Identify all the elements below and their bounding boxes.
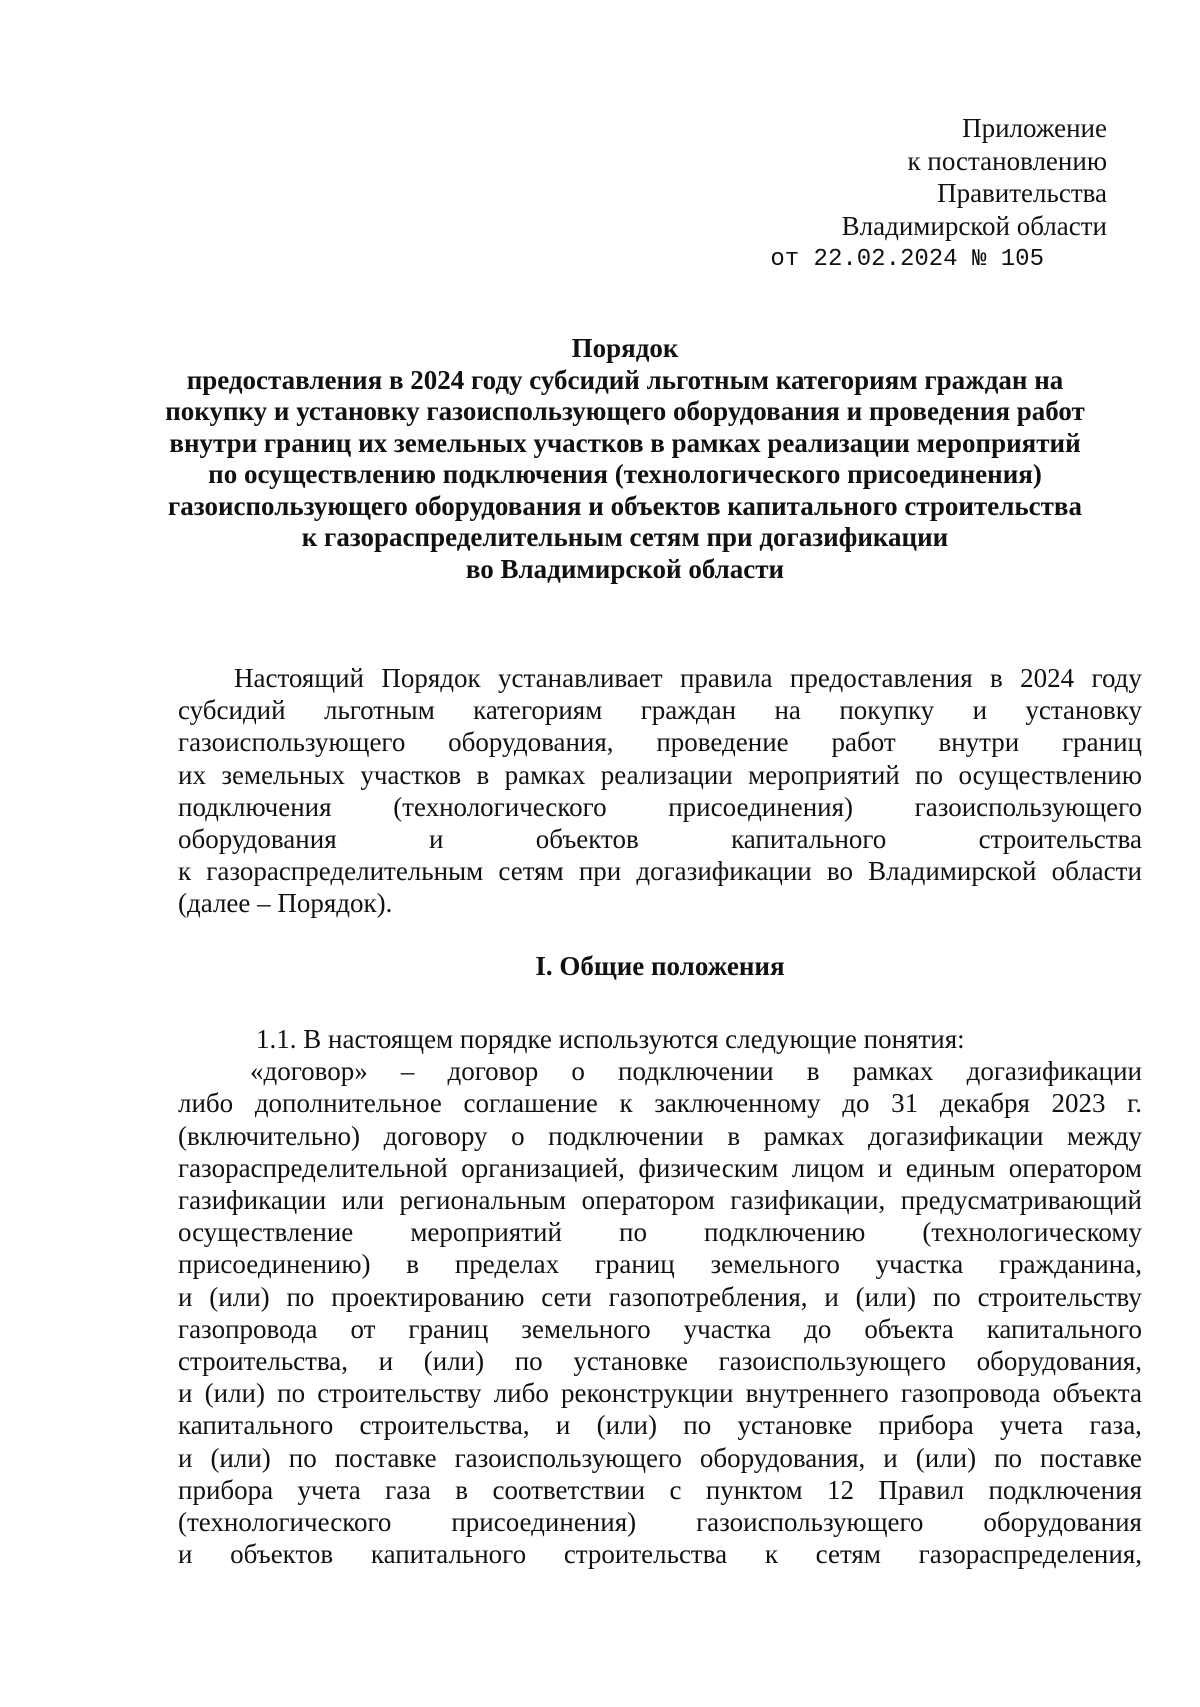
word: учета bbox=[999, 1410, 1064, 1441]
word: договор bbox=[447, 1056, 539, 1087]
word: в bbox=[476, 759, 490, 790]
appendix-line: Приложение bbox=[962, 113, 1107, 143]
word: к bbox=[619, 1088, 633, 1119]
word: либо bbox=[178, 1088, 234, 1119]
word: газа, bbox=[1089, 1410, 1142, 1441]
word: строительству bbox=[977, 1281, 1142, 1312]
body-line bbox=[178, 1506, 1142, 1538]
word: о bbox=[511, 1120, 525, 1151]
intro-line bbox=[178, 855, 1142, 887]
word: декабря bbox=[939, 1088, 1030, 1119]
word: осуществлению bbox=[958, 759, 1142, 790]
word: единым bbox=[905, 1152, 996, 1183]
word: области bbox=[1051, 856, 1142, 887]
word: газоиспользующего bbox=[454, 1442, 682, 1473]
word: газораспределительной bbox=[178, 1152, 448, 1183]
title-line: предоставления в 2024 году субсидий льготным категориям граждан на bbox=[186, 364, 1064, 395]
word: на bbox=[774, 695, 801, 726]
word: установке bbox=[573, 1346, 689, 1377]
word: строительству bbox=[317, 1378, 482, 1409]
title-line: газоиспользующего оборудования и объектов капитального строительства bbox=[168, 490, 1082, 521]
appendix-line: Владимирской области bbox=[841, 210, 1107, 241]
word: догазификации bbox=[868, 1120, 1044, 1151]
body-line bbox=[178, 1281, 1142, 1313]
word: капитального bbox=[731, 824, 887, 855]
word: региональным bbox=[399, 1185, 567, 1216]
body-line bbox=[250, 1055, 1142, 1087]
word: капитального bbox=[986, 1313, 1142, 1344]
word: и bbox=[178, 1378, 193, 1409]
word: Настоящий bbox=[234, 663, 365, 693]
body-line: 1.1. В настоящем порядке используются следующие понятия: bbox=[256, 1024, 965, 1054]
word: объектов bbox=[230, 1539, 334, 1570]
word: предусматривающий bbox=[900, 1185, 1142, 1216]
word: 2023 bbox=[1051, 1088, 1106, 1119]
word: земельного bbox=[710, 1249, 840, 1280]
word: оборудования, bbox=[699, 1442, 866, 1473]
word: 2024 bbox=[1020, 663, 1075, 693]
word: предоставления bbox=[789, 663, 973, 693]
word: (или) bbox=[855, 1281, 917, 1312]
word: соглашение bbox=[463, 1088, 598, 1119]
appendix-line: к постановлению bbox=[907, 145, 1107, 176]
word: (включительно) bbox=[178, 1120, 361, 1151]
word: и bbox=[428, 824, 444, 855]
word: капитального bbox=[178, 1410, 334, 1441]
word: реконструкции bbox=[561, 1378, 734, 1409]
word: (или) bbox=[423, 1346, 485, 1377]
word: догазификации bbox=[636, 856, 812, 887]
body-line bbox=[178, 1184, 1142, 1216]
body-line bbox=[178, 1474, 1142, 1506]
word: газоиспользующего bbox=[696, 1507, 924, 1538]
word: работ bbox=[831, 727, 896, 758]
word: поставке bbox=[1040, 1442, 1142, 1473]
word: пунктом bbox=[705, 1474, 803, 1505]
word: оборудования bbox=[178, 824, 337, 855]
word: оборудования, bbox=[976, 1346, 1142, 1377]
word: подключения bbox=[988, 1474, 1142, 1505]
word: (или) bbox=[596, 1410, 657, 1441]
word: строительства bbox=[563, 1539, 728, 1570]
word: году bbox=[1091, 663, 1142, 693]
intro-line bbox=[178, 791, 1142, 823]
section-heading: I. Общие положения bbox=[535, 951, 785, 981]
title-line: к газораспределительным сетям при догазификации bbox=[301, 522, 949, 552]
word: по bbox=[932, 1281, 961, 1312]
word: физическим bbox=[638, 1152, 779, 1183]
word: подключению bbox=[704, 1217, 866, 1248]
word: мероприятий bbox=[748, 759, 900, 790]
word: покупку bbox=[839, 695, 935, 726]
word: оператором bbox=[1008, 1152, 1142, 1183]
word: и bbox=[178, 1281, 193, 1312]
word: строительства bbox=[978, 824, 1142, 855]
intro-line bbox=[178, 726, 1142, 758]
word: газификации, bbox=[730, 1185, 886, 1216]
word: по bbox=[619, 1217, 647, 1248]
word: по bbox=[683, 1410, 712, 1441]
word: (или) bbox=[209, 1281, 270, 1312]
word: по bbox=[286, 1281, 315, 1312]
word: Порядок bbox=[381, 663, 481, 693]
word: (или) bbox=[210, 1442, 271, 1473]
word: и bbox=[378, 1346, 394, 1377]
word: подключения bbox=[178, 791, 332, 822]
word: по bbox=[277, 1378, 306, 1409]
word: объекта bbox=[864, 1313, 954, 1344]
word: во bbox=[826, 856, 853, 887]
word: оборудования, bbox=[448, 727, 614, 758]
word: по bbox=[915, 759, 944, 790]
body-line bbox=[178, 1345, 1142, 1377]
word: и bbox=[178, 1539, 193, 1570]
word: правила bbox=[679, 663, 773, 693]
word: в bbox=[990, 663, 1003, 693]
appendix-block bbox=[770, 112, 1107, 277]
word: объектов bbox=[535, 824, 639, 855]
word: сетям bbox=[498, 856, 564, 887]
word: в bbox=[406, 1249, 420, 1280]
word: строительства, bbox=[178, 1346, 349, 1377]
word: в bbox=[727, 1120, 741, 1151]
body-line bbox=[178, 1377, 1142, 1409]
word: границ bbox=[408, 1313, 489, 1344]
document-title bbox=[140, 333, 1110, 585]
word: проектированию bbox=[331, 1281, 525, 1312]
word: (или) bbox=[915, 1442, 977, 1473]
word: поставке bbox=[334, 1442, 437, 1473]
word: между bbox=[1067, 1120, 1142, 1151]
word: от bbox=[350, 1313, 376, 1344]
intro-line bbox=[178, 694, 1142, 726]
word: присоединения) bbox=[668, 791, 854, 822]
word: внутри bbox=[938, 727, 1020, 758]
word: газопровода bbox=[178, 1313, 318, 1344]
word: о bbox=[571, 1056, 585, 1087]
word: участка bbox=[683, 1313, 772, 1344]
word: по bbox=[514, 1346, 543, 1377]
word: – bbox=[400, 1056, 415, 1087]
word: заключенному bbox=[654, 1088, 821, 1119]
word: пределах bbox=[454, 1249, 560, 1280]
word: дополнительное bbox=[254, 1088, 442, 1119]
word: Правил bbox=[878, 1474, 965, 1505]
word: газопровода bbox=[900, 1378, 1041, 1409]
word: проведение bbox=[656, 727, 789, 758]
word: в bbox=[806, 1056, 820, 1087]
word: в bbox=[455, 1474, 469, 1505]
word: соответствии bbox=[492, 1474, 646, 1505]
resolution-reference: от 22.02.2024 № 105 bbox=[770, 246, 1044, 273]
word: и bbox=[877, 1152, 893, 1183]
word: рамках bbox=[504, 759, 586, 790]
word: сетям bbox=[815, 1539, 881, 1570]
word: капитального bbox=[370, 1539, 527, 1570]
word: до bbox=[842, 1088, 870, 1119]
body-line bbox=[178, 1216, 1142, 1248]
word: льготным bbox=[323, 695, 435, 726]
word: (или) bbox=[204, 1378, 265, 1409]
word: при bbox=[578, 856, 622, 887]
intro-line bbox=[234, 662, 1142, 694]
word: (технологического bbox=[393, 791, 607, 822]
word: участка bbox=[875, 1249, 964, 1280]
word: к bbox=[764, 1539, 778, 1570]
word: земельного bbox=[521, 1313, 651, 1344]
word: и bbox=[555, 1410, 571, 1441]
word: участков bbox=[360, 759, 462, 790]
title-line: покупку и установку газоиспользующего оборудования и проведения работ bbox=[165, 396, 1085, 426]
word: (технологического bbox=[178, 1507, 392, 1538]
word: рамках bbox=[763, 1120, 845, 1151]
word: лицом bbox=[791, 1152, 865, 1183]
body-line bbox=[178, 1248, 1142, 1280]
word: учета bbox=[297, 1474, 361, 1505]
word: г. bbox=[1127, 1088, 1142, 1119]
body-line bbox=[178, 1120, 1142, 1152]
word: границ bbox=[594, 1249, 675, 1280]
title-line: во Владимирской области bbox=[465, 553, 785, 584]
word: газоиспользующего bbox=[914, 791, 1142, 822]
word: строительства, bbox=[359, 1410, 530, 1441]
word: и bbox=[883, 1442, 898, 1473]
word: земельных bbox=[221, 759, 345, 790]
word: категориям bbox=[473, 695, 603, 726]
word: прибора bbox=[878, 1410, 974, 1441]
word: устанавливает bbox=[498, 663, 663, 693]
word: газораспределения, bbox=[918, 1539, 1142, 1570]
word: гражданина, bbox=[998, 1249, 1142, 1280]
word: оператором bbox=[581, 1185, 715, 1216]
word: по bbox=[994, 1442, 1023, 1473]
word: газораспределительным bbox=[206, 856, 484, 887]
body-line bbox=[178, 1442, 1142, 1474]
word: установке bbox=[737, 1410, 853, 1441]
appendix-line: Правительства bbox=[937, 178, 1107, 208]
body-line bbox=[178, 1538, 1142, 1570]
word: газоиспользующего bbox=[718, 1346, 946, 1377]
section-body bbox=[178, 1023, 1142, 1570]
word: сети bbox=[541, 1281, 592, 1312]
intro-paragraph bbox=[178, 662, 1142, 920]
title-line: по осуществлению подключения (технологического присоединения) bbox=[208, 459, 1042, 489]
word: реализации bbox=[600, 759, 733, 790]
word: подключении bbox=[548, 1120, 704, 1151]
word: газа bbox=[385, 1474, 431, 1505]
word: либо bbox=[493, 1378, 549, 1409]
word: Владимирской bbox=[868, 856, 1037, 887]
title-line: Порядок bbox=[571, 333, 679, 363]
word: границ bbox=[1062, 727, 1142, 758]
word: граждан bbox=[640, 695, 737, 726]
word: объекта bbox=[1052, 1378, 1142, 1409]
word: «договор» bbox=[250, 1056, 368, 1087]
word: догазификации bbox=[966, 1056, 1142, 1087]
body-line bbox=[178, 1409, 1142, 1441]
word: осуществление bbox=[178, 1217, 354, 1248]
word: рамках bbox=[852, 1056, 934, 1087]
title-line: внутри границ их земельных участков в рамках реализации мероприятий bbox=[169, 427, 1081, 458]
body-line bbox=[178, 1152, 1142, 1184]
word: и bbox=[178, 1442, 193, 1473]
word: прибора bbox=[178, 1474, 274, 1505]
word: установку bbox=[1025, 695, 1142, 726]
word: до bbox=[804, 1313, 832, 1344]
word: по bbox=[288, 1442, 317, 1473]
word: подключении bbox=[618, 1056, 774, 1087]
word: (технологическому bbox=[922, 1217, 1142, 1248]
intro-line: (далее – Порядок). bbox=[178, 888, 393, 919]
word: организацией, bbox=[461, 1152, 625, 1183]
word: присоединению) bbox=[178, 1249, 371, 1280]
word: 12 bbox=[826, 1474, 854, 1505]
word: к bbox=[178, 856, 192, 887]
intro-line bbox=[178, 823, 1142, 855]
word: их bbox=[178, 759, 206, 790]
word: газификации bbox=[178, 1185, 327, 1216]
word: внутреннего bbox=[745, 1378, 889, 1409]
word: оборудования bbox=[983, 1507, 1142, 1538]
word: и bbox=[824, 1281, 839, 1312]
word: газопотребления, bbox=[608, 1281, 808, 1312]
word: и bbox=[972, 695, 988, 726]
word: газоиспользующего bbox=[178, 727, 406, 758]
word: или bbox=[341, 1185, 385, 1216]
word: мероприятий bbox=[410, 1217, 562, 1248]
body-line bbox=[178, 1087, 1142, 1119]
intro-line bbox=[178, 759, 1142, 791]
word: субсидий bbox=[178, 695, 286, 726]
word: договору bbox=[383, 1120, 488, 1151]
body-line bbox=[178, 1313, 1142, 1345]
word: присоединения) bbox=[451, 1507, 637, 1538]
word: 31 bbox=[891, 1088, 919, 1119]
word: с bbox=[669, 1474, 682, 1505]
